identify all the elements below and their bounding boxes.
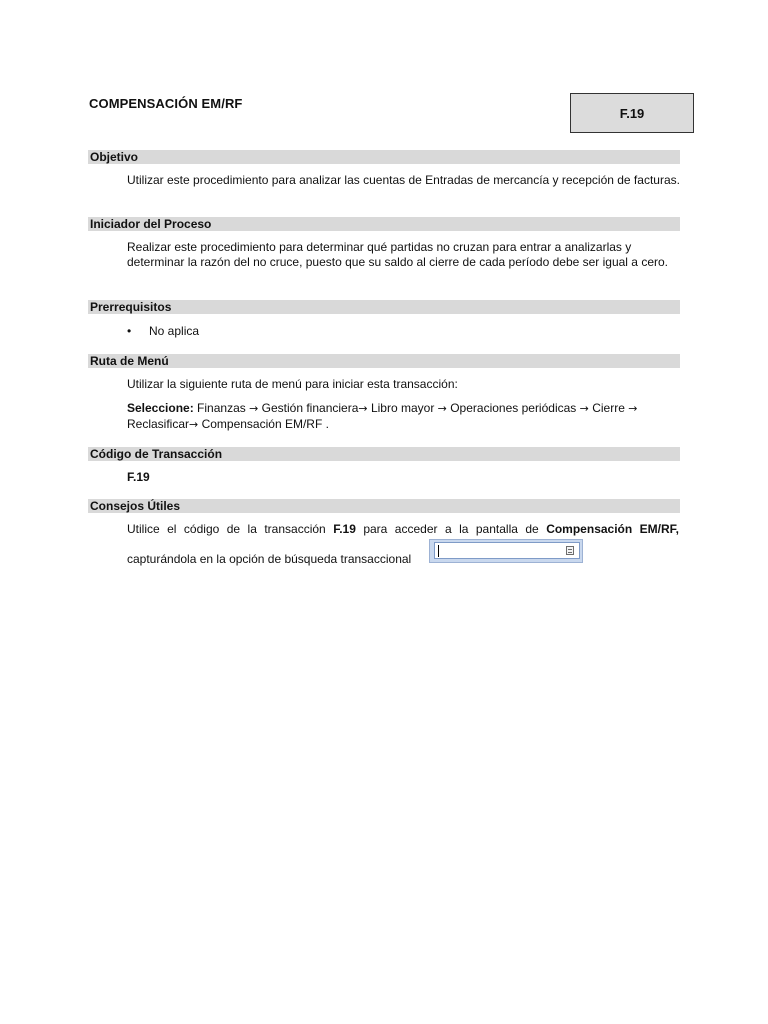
ruta-intro: Utilizar la siguiente ruta de menú para iniciar esta transacción: xyxy=(127,377,458,391)
objetivo-text: Utilizar este procedimiento para analizar las cuentas de Entradas de mercancía y recepción de facturas. xyxy=(127,173,680,187)
transaction-code-box xyxy=(570,93,694,133)
section-heading-ruta: Ruta de Menú xyxy=(88,354,680,368)
arrow-right-icon: → xyxy=(579,402,589,415)
transaction-search-input[interactable] xyxy=(434,542,580,559)
arrow-right-icon: → xyxy=(249,402,259,415)
menu-path-step: Reclasificar xyxy=(127,416,190,431)
prerrequisito-text: No aplica xyxy=(149,324,200,338)
consejos-line-1 xyxy=(127,522,679,537)
section-heading-consejos: Consejos Útiles xyxy=(88,499,680,513)
transaction-code: F.19 xyxy=(619,105,645,121)
prerrequisitos-list-item xyxy=(127,324,199,338)
arrow-right-icon: → xyxy=(189,417,199,431)
menu-path-step: Libro mayor xyxy=(370,401,435,415)
page-title: COMPENSACIÓN EM/RF xyxy=(89,96,243,111)
section-heading-iniciador: Iniciador del Proceso xyxy=(88,217,680,231)
menu-path-step: Gestión financiera xyxy=(261,401,359,415)
menu-path-step: Cierre xyxy=(592,401,625,415)
consejos-screen-name: Compensación EM/RF, xyxy=(546,522,679,536)
menu-path xyxy=(127,401,679,432)
bullet-icon: • xyxy=(127,324,132,338)
arrow-right-icon: → xyxy=(628,402,638,415)
menu-path-step: Operaciones periódicas xyxy=(450,401,577,415)
section-heading-objetivo: Objetivo xyxy=(88,150,680,164)
menu-path-step: Compensación EM/RF xyxy=(201,416,323,431)
arrow-right-icon: → xyxy=(358,402,368,415)
iniciador-text: Realizar este procedimiento para determinar qué partidas no cruzan para entrar a analizarlas y determinar la razón del no cruce, puesto que su saldo al cierre de cada período debe ser igual a cero. xyxy=(127,240,668,269)
consejos-line-2: capturándola en la opción de búsqueda transaccional xyxy=(127,552,412,566)
transaction-search-box xyxy=(429,539,583,563)
section-heading-prerrequisitos: Prerrequisitos xyxy=(88,300,680,314)
menu-path-end: . xyxy=(322,416,329,431)
consejos-text: para acceder a la pantalla de xyxy=(355,522,547,536)
codigo-value: F.19 xyxy=(127,470,150,484)
section-heading-codigo: Código de Transacción xyxy=(88,447,680,461)
consejos-text: Utilice el código de la transacción xyxy=(127,522,334,536)
history-list-icon[interactable] xyxy=(566,546,574,555)
menu-path-step: Finanzas xyxy=(197,401,246,415)
arrow-right-icon: → xyxy=(437,402,447,415)
consejos-code: F.19 xyxy=(333,522,356,536)
text-caret xyxy=(438,545,439,557)
select-label: Seleccione: xyxy=(127,401,194,415)
